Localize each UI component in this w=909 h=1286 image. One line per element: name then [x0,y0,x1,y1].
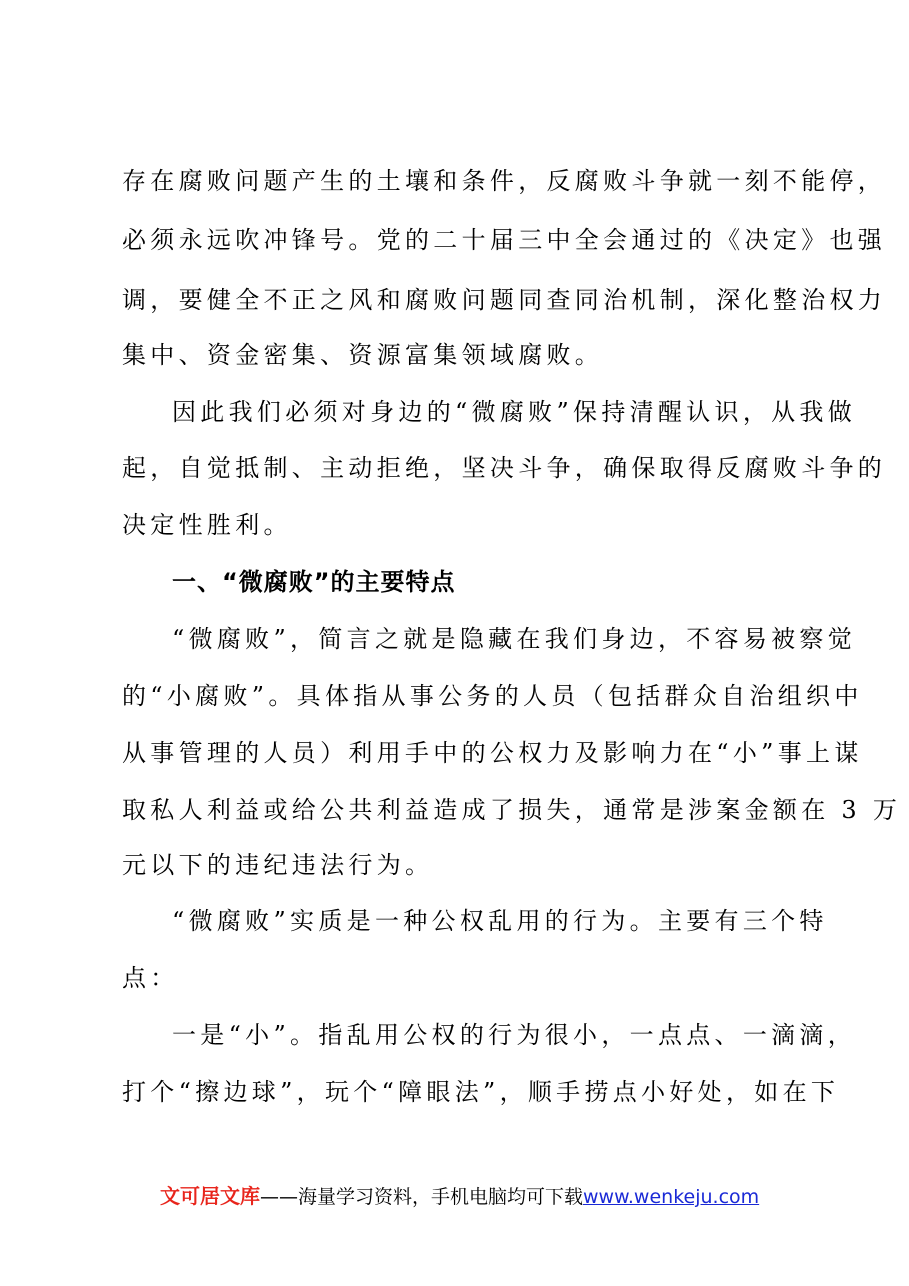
footer-banner [160,1183,759,1210]
paragraph-line: 必须永远吹冲锋号。党的二十届三中全会通过的《决定》也强 [122,226,887,254]
paragraph-line: “微腐败”，简言之就是隐藏在我们身边，不容易被察觉 [172,625,857,653]
paragraph-line: 调，要健全不正之风和腐败问题同查同治机制，深化整治权力 [122,286,887,314]
paragraph-line: 取私人利益或给公共利益造成了损失，通常是涉案金额在 3 万 [122,796,902,824]
paragraph-line: 元以下的违纪违法行为。 [122,851,434,879]
paragraph-line: 打个“擦边球”，玩个“障眼法”，顺手捞点小好处，如在下 [122,1078,840,1106]
paragraph-line: 点： [122,964,179,992]
paragraph-line: 一是“小”。指乱用公权的行为很小，一点点、一滴滴， [172,1021,857,1049]
paragraph-line: 起，自觉抵制、主动拒绝，坚决斗争，确保取得反腐败斗争的 [122,454,887,482]
section-heading: 一、“微腐败”的主要特点 [172,568,456,596]
paragraph-line: 的“小腐败”。具体指从事公务的人员（包括群众自治组织中 [122,682,863,710]
paragraph-line: 集中、资金密集、资源富集领域腐败。 [122,341,604,369]
paragraph-line: 决定性胜利。 [122,511,292,539]
paragraph-line: 从事管理的人员）利用手中的公权力及影响力在“小”事上谋 [122,739,863,767]
footer-brand: 文可居文库 [160,1184,260,1208]
footer-website-link[interactable]: www.wenkeju.com [583,1186,760,1208]
paragraph-line: “微腐败”实质是一种公权乱用的行为。主要有三个特 [172,907,828,935]
footer-tagline: ——海量学习资料，手机电脑均可下载 [260,1186,584,1208]
paragraph-line: 存在腐败问题产生的土壤和条件，反腐败斗争就一刻不能停， [122,167,887,195]
paragraph-line: 因此我们必须对身边的“微腐败”保持清醒认识，从我做 [172,398,857,426]
